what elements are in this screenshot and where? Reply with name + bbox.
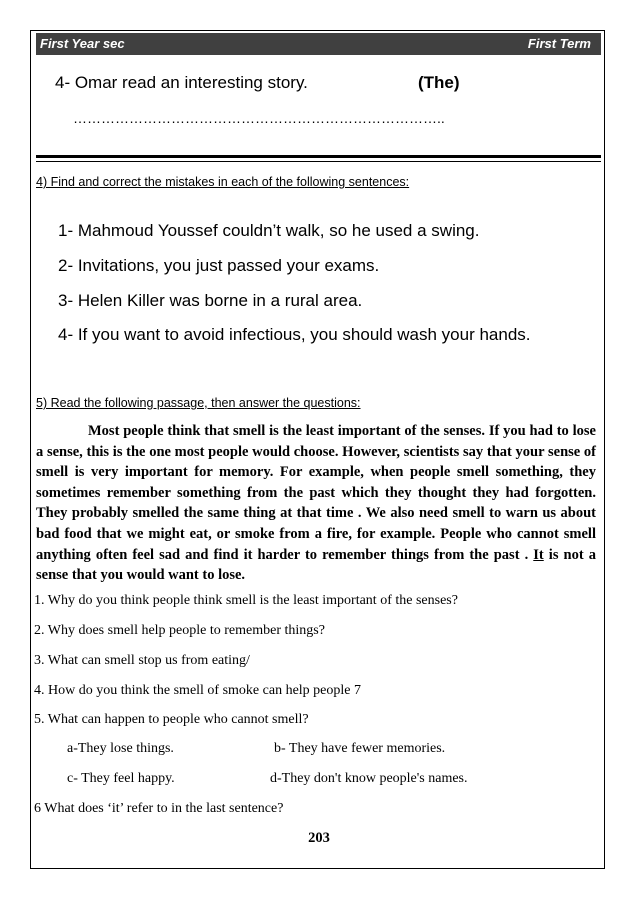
question-2: 2. Why does smell help people to remember things? — [34, 623, 325, 638]
header-term: First Term — [527, 36, 591, 51]
passage-text: Most people think that smell is the least important of the senses. If you had to lose a sense, this is the one most people would choose. However, scientists say that your sense of smell is very important for memory. For example, when people smell something, they sometimes remember something from the past which they thought they had forgotten. They probably smelled the same thing at that time . We also need smell to warn us about bad food that we might eat, or smoke from a fire, for example. People who cannot smell anything often feel sad and find it harder to remember things from the past . — [36, 423, 596, 563]
header-year: First Year sec — [40, 36, 125, 51]
mistake-sentence: 3- Helen Killer was borne in a rural area. — [58, 291, 363, 310]
reading-passage — [36, 421, 596, 586]
passage-text-end: is not a sense that you would want to lose. — [36, 546, 596, 584]
passage-it: It — [533, 546, 544, 563]
header-bar — [36, 33, 601, 55]
option-a: a-They lose things. — [67, 741, 174, 756]
question-6: 6 What does ‘it’ refer to in the last sentence? — [34, 801, 284, 816]
page-number: 203 — [308, 830, 330, 846]
question-5: 5. What can happen to people who cannot smell? — [34, 712, 309, 727]
given-word: (The) — [418, 73, 460, 92]
question-3: 3. What can smell stop us from eating/ — [34, 653, 250, 668]
section-divider-thin — [36, 161, 601, 162]
option-c: c- They feel happy. — [67, 771, 175, 786]
question-1: 1. Why do you think people think smell is the least important of the senses? — [34, 593, 458, 608]
question-4: 4. How do you think the smell of smoke can help people 7 — [34, 683, 361, 698]
mistake-sentence: 4- If you want to avoid infectious, you should wash your hands. — [58, 325, 531, 344]
option-b: b- They have fewer memories. — [274, 741, 446, 756]
mistake-sentence: 2- Invitations, you just passed your exams. — [58, 256, 380, 275]
section-4-title: 4) Find and correct the mistakes in each of the following sentences: — [36, 175, 410, 189]
section-divider — [36, 155, 601, 158]
answer-blank: …………………………………………………………………….. — [73, 110, 445, 126]
question-item-4: 4- Omar read an interesting story. — [55, 73, 308, 92]
section-5-title: 5) Read the following passage, then answer the questions: — [36, 396, 361, 410]
mistake-sentence: 1- Mahmoud Youssef couldn’t walk, so he used a swing. — [58, 221, 480, 240]
option-d: d-They don't know people's names. — [270, 771, 468, 786]
